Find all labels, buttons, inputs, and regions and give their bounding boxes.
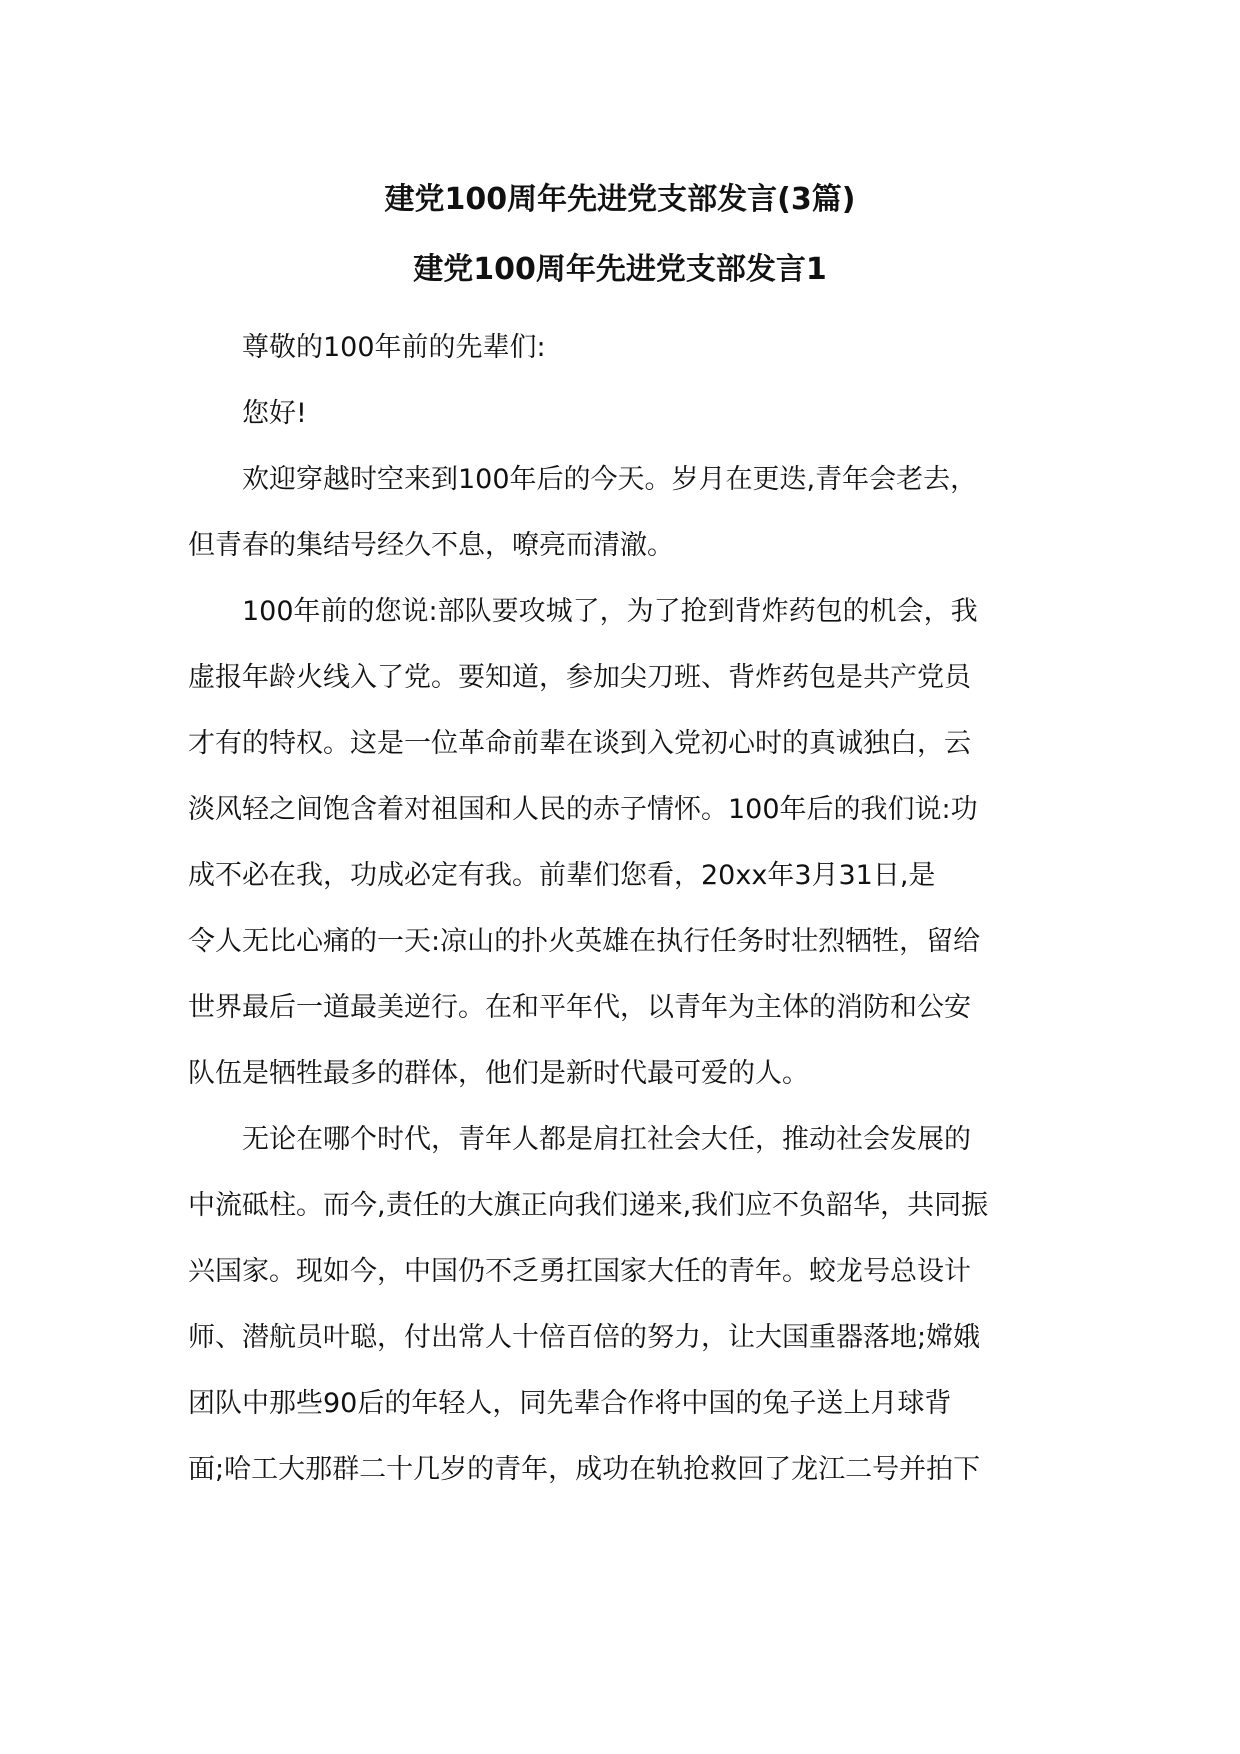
text-line: 世界最后一道最美逆行。在和平年代，以青年为主体的消防和公安 [188, 992, 971, 1023]
paragraph-hello [188, 381, 1068, 447]
text-line: 队伍是牺牲最多的群体，他们是新时代最可爱的人。 [188, 1058, 809, 1089]
text-line: 无论在哪个时代，青年人都是肩扛社会大任，推动社会发展的 [242, 1124, 971, 1155]
paragraph-youth-responsibility [188, 1107, 1068, 1503]
document-title: 建党100周年先进党支部发言(3篇) [384, 182, 856, 217]
text-line: 尊敬的100年前的先辈们: [242, 332, 546, 363]
text-line: 中流砥柱。而今,责任的大旗正向我们递来,我们应不负韶华，共同振 [188, 1190, 989, 1221]
text-line: 淡风轻之间饱含着对祖国和人民的赤子情怀。100年后的我们说:功 [188, 794, 978, 825]
text-line: 团队中那些90后的年轻人，同先辈合作将中国的兔子送上月球背 [188, 1388, 952, 1419]
document-subtitle: 建党100周年先进党支部发言1 [413, 252, 827, 287]
text-line: 100年前的您说:部队要攻城了，为了抢到背炸药包的机会，我 [242, 596, 978, 627]
text-line: 您好! [242, 398, 307, 429]
text-line: 但青春的集结号经久不息，嘹亮而清澈。 [188, 530, 674, 561]
text-line: 兴国家。现如今，中国仍不乏勇扛国家大任的青年。蛟龙号总设计 [188, 1256, 971, 1287]
document-body [188, 315, 1068, 1503]
text-line: 才有的特权。这是一位革命前辈在谈到入党初心时的真诚独白，云 [188, 728, 971, 759]
text-line: 师、潜航员叶聪，付出常人十倍百倍的努力，让大国重器落地;嫦娥 [188, 1322, 981, 1353]
paragraph-past-and-present [188, 579, 1068, 1107]
paragraph-greeting [188, 315, 1068, 381]
text-line: 令人无比心痛的一天:凉山的扑火英雄在执行任务时壮烈牺牲，留给 [188, 926, 981, 957]
text-line: 欢迎穿越时空来到100年后的今天。岁月在更迭,青年会老去， [242, 464, 978, 495]
paragraph-welcome [188, 447, 1068, 579]
text-line: 虚报年龄火线入了党。要知道，参加尖刀班、背炸药包是共产党员 [188, 662, 971, 693]
text-line: 面;哈工大那群二十几岁的青年，成功在轨抢救回了龙江二号并拍下 [188, 1454, 981, 1485]
text-line: 成不必在我，功成必定有我。前辈们您看，20xx年3月31日,是 [188, 860, 936, 891]
